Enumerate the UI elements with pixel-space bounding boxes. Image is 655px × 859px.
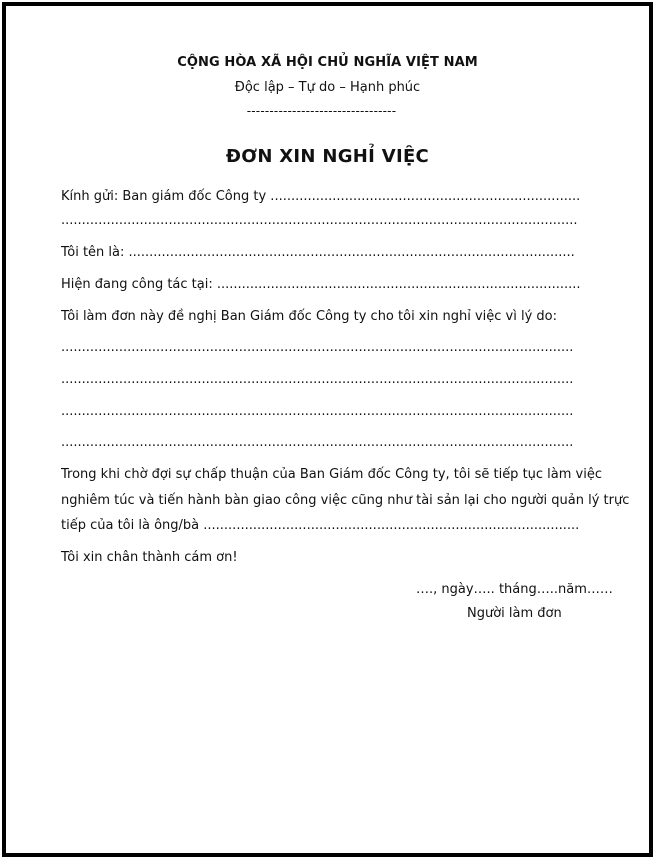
header-divider: ---------------------------------: [246, 104, 397, 118]
recipient-continuation-line: .............................................................................................................................: [61, 213, 578, 228]
recipient-line: Kính gửi: Ban giám đốc Công ty ...........................................................................: [61, 189, 581, 204]
motto: Độc lập – Tự do – Hạnh phúc: [234, 80, 421, 95]
reason-line: ............................................................................................................................: [61, 435, 574, 450]
name-line: Tôi tên là: ............................................................................................................: [61, 245, 575, 260]
reason-line: ............................................................................................................................: [61, 372, 574, 387]
national-title: CỘNG HÒA XÃ HỘI CHỦ NGHĨA VIỆT NAM: [177, 55, 478, 70]
date-line: …., ngày….. tháng…..năm……: [416, 582, 613, 597]
commitment-paragraph-line: Trong khi chờ đợi sự chấp thuận của Ban Giám đốc Công ty, tôi sẽ tiếp tục làm việc: [61, 467, 603, 482]
thanks-line: Tôi xin chân thành cám ơn!: [61, 550, 238, 565]
commitment-paragraph-line: tiếp của tôi là ông/bà ...........................................................................................: [61, 518, 580, 533]
signer-label: Người làm đơn: [467, 606, 562, 621]
workplace-line: Hiện đang công tác tại: ........................................................................................: [61, 277, 581, 292]
document-page: [2, 2, 653, 857]
reason-line: ............................................................................................................................: [61, 340, 574, 355]
reason-intro: Tôi làm đơn này đề nghị Ban Giám đốc Công ty cho tôi xin nghỉ việc vì lý do:: [61, 309, 558, 324]
reason-line: ............................................................................................................................: [61, 404, 574, 419]
document-title: ĐƠN XIN NGHỈ VIỆC: [225, 146, 430, 167]
commitment-paragraph-line: nghiêm túc và tiến hành bàn giao công việc cũng như tài sản lại cho người quản lý trực: [61, 493, 630, 508]
